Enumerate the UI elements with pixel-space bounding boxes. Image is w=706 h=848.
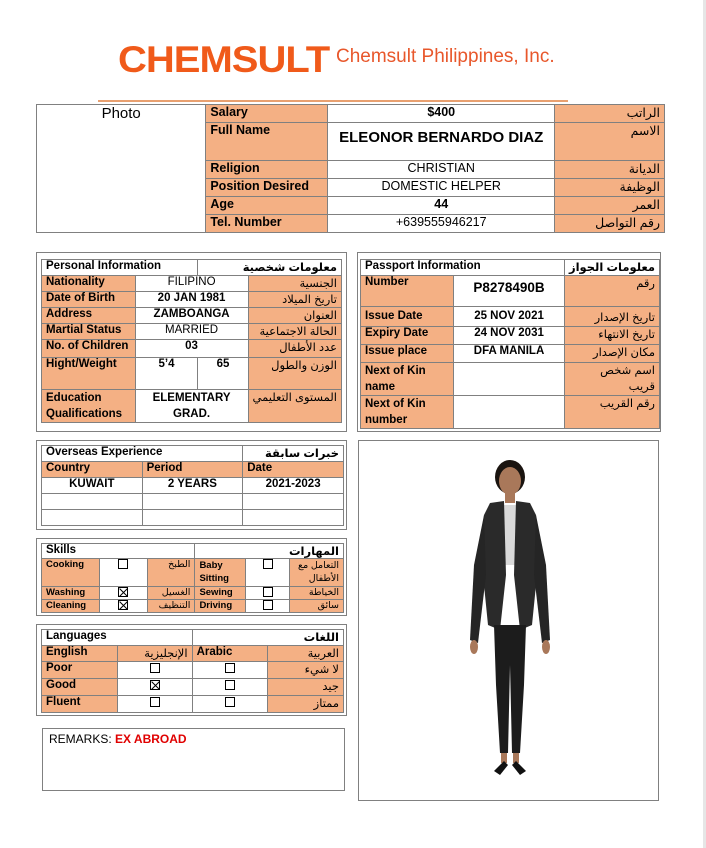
english-poor-checkbox[interactable]: [150, 663, 160, 673]
tel-label: Tel. Number: [206, 215, 328, 233]
personal-title: Personal Information: [42, 260, 198, 276]
overseas-section: [36, 440, 347, 530]
level-fluent-label: Fluent: [42, 696, 118, 713]
arabic-label: Arabic: [192, 646, 268, 662]
person-photo-image: [460, 455, 560, 785]
skills-section: [36, 538, 347, 616]
overseas-country: KUWAIT: [42, 478, 143, 494]
tel-label-ar: رقم التواصل: [555, 215, 665, 233]
skill-washing-label-ar: الغسيل: [147, 587, 195, 600]
remarks-label: REMARKS:: [49, 732, 112, 746]
skill-sewing-label-ar: الخياطة: [290, 587, 344, 600]
religion-label: Religion: [206, 161, 328, 179]
passport-info-section: [357, 252, 661, 432]
languages-title-ar: اللغات: [192, 630, 343, 646]
education-value-line2: GRAD.: [173, 408, 211, 420]
skill-babysitting-ar-line2: الأطفال: [308, 573, 339, 584]
education-label-line2: Qualifications: [46, 408, 123, 420]
full-name-label: Full Name: [206, 123, 328, 161]
english-fluent-checkbox[interactable]: [150, 697, 160, 707]
full-name-label-ar: الاسم: [555, 123, 665, 161]
height-weight-label-ar: الوزن والطول: [248, 358, 341, 390]
skill-cleaning-label-ar: التنظيف: [147, 600, 195, 613]
level-good-label-ar: جيد: [268, 679, 344, 696]
skill-cleaning-checkbox[interactable]: [118, 600, 128, 610]
language-row: [42, 679, 344, 696]
expiry-date-label-ar: تاريخ الانتهاء: [564, 327, 659, 345]
level-fluent-label-ar: ممتاز: [268, 696, 344, 713]
kin-number-label-line2: number: [365, 414, 408, 426]
skill-babysitting-label-ar: [290, 559, 344, 587]
children-label: No. of Children: [42, 340, 136, 358]
languages-table: [41, 629, 344, 713]
passport-number-label: Number: [361, 276, 454, 307]
skill-cooking-label: Cooking: [42, 559, 100, 587]
marital-value: MARRIED: [135, 324, 248, 340]
education-value: [135, 390, 248, 423]
nationality-label-ar: الجنسية: [248, 276, 341, 292]
overseas-title-ar: خبرات سابقة: [243, 446, 344, 462]
overseas-table: [41, 445, 344, 526]
children-label-ar: عدد الأطفال: [248, 340, 341, 358]
skill-driving-label-ar: سائق: [290, 600, 344, 613]
dob-label-ar: تاريخ الميلاد: [248, 292, 341, 308]
arabic-good-checkbox[interactable]: [225, 680, 235, 690]
dob-value: 20 JAN 1981: [135, 292, 248, 308]
education-label-line1: Education: [46, 392, 102, 404]
address-label-ar: العنوان: [248, 308, 341, 324]
table-row: [42, 510, 344, 526]
weight-value: 65: [198, 358, 248, 390]
kin-number-label-ar: رقم القريب: [564, 396, 659, 429]
religion-value: CHRISTIAN: [328, 161, 555, 179]
skill-row: [42, 587, 344, 600]
skills-title-ar: المهارات: [195, 544, 344, 559]
overseas-col-period: Period: [142, 462, 243, 478]
overseas-period: [142, 510, 243, 526]
passport-info-table: [360, 259, 660, 429]
skill-babysitting-ar-line1: التعامل مع: [298, 560, 339, 571]
skill-babysitting-line1: Baby: [199, 560, 223, 571]
overseas-date: [243, 510, 344, 526]
skill-driving-label: Driving: [195, 600, 246, 613]
table-row: [42, 478, 344, 494]
salary-value: $400: [328, 105, 555, 123]
overseas-country: [42, 494, 143, 510]
kin-name-label-line1: Next of Kin: [365, 365, 426, 377]
passport-number-label-ar: رقم: [564, 276, 659, 307]
passport-title-ar: معلومات الجواز: [564, 260, 659, 276]
skill-babysitting-checkbox[interactable]: [263, 559, 273, 569]
kin-number-label: [361, 396, 454, 429]
arabic-poor-checkbox[interactable]: [225, 663, 235, 673]
level-good-label: Good: [42, 679, 118, 696]
skill-sewing-checkbox[interactable]: [263, 587, 273, 597]
company-name: Chemsult Philippines, Inc.: [336, 46, 555, 67]
skill-babysitting-line2: Sitting: [199, 573, 229, 584]
skill-washing-checkbox[interactable]: [118, 587, 128, 597]
age-label-ar: العمر: [555, 197, 665, 215]
address-value: ZAMBOANGA: [135, 308, 248, 324]
overseas-period: 2 YEARS: [142, 478, 243, 494]
english-label-ar: الإنجليزية: [117, 646, 192, 662]
overseas-col-date: Date: [243, 462, 344, 478]
overseas-title: Overseas Experience: [42, 446, 243, 462]
kin-name-label-ar-line1: اسم شخص: [600, 365, 655, 377]
arabic-fluent-checkbox[interactable]: [225, 697, 235, 707]
company-logo: CHEMSULT: [118, 39, 330, 81]
remarks-value: EX ABROAD: [115, 732, 187, 746]
skill-row: [42, 559, 344, 587]
issue-date-label-ar: تاريخ الإصدار: [564, 307, 659, 327]
languages-section: [36, 624, 347, 716]
skill-cooking-label-ar: الطبخ: [147, 559, 195, 587]
skill-washing-label: Washing: [42, 587, 100, 600]
age-value: 44: [328, 197, 555, 215]
tel-value: +639555946217: [328, 215, 555, 233]
full-name-value: ELEONOR BERNARDO DIAZ: [328, 123, 555, 161]
arabic-label-ar: العربية: [268, 646, 344, 662]
address-label: Address: [42, 308, 136, 324]
issue-place-value: DFA MANILA: [454, 345, 565, 363]
overseas-period: [142, 494, 243, 510]
nationality-value: FILIPINO: [135, 276, 248, 292]
nationality-label: Nationality: [42, 276, 136, 292]
level-poor-label-ar: لا شيء: [268, 662, 344, 679]
languages-title: Languages: [42, 630, 193, 646]
kin-number-label-line1: Next of Kin: [365, 398, 426, 410]
skill-row: [42, 600, 344, 613]
position-value: DOMESTIC HELPER: [328, 179, 555, 197]
remarks-box: [42, 728, 345, 791]
header-divider: [98, 100, 568, 102]
skills-table: [41, 543, 344, 613]
kin-name-label-line2: name: [365, 381, 396, 393]
issue-place-label-ar: مكان الإصدار: [564, 345, 659, 363]
overseas-col-country: Country: [42, 462, 143, 478]
level-poor-label: Poor: [42, 662, 118, 679]
marital-label-ar: الحالة الاجتماعية: [248, 324, 341, 340]
skill-sewing-label: Sewing: [195, 587, 246, 600]
height-weight-label: Hight/Weight: [42, 358, 136, 390]
kin-name-value: [454, 363, 565, 396]
salary-label-ar: الراتب: [555, 105, 665, 123]
skill-babysitting-label: [195, 559, 246, 587]
skill-driving-checkbox[interactable]: [263, 600, 273, 610]
full-body-photo: [358, 440, 659, 801]
passport-number-value: P8278490B: [454, 276, 565, 307]
skill-cooking-checkbox[interactable]: [118, 559, 128, 569]
religion-label-ar: الديانة: [555, 161, 665, 179]
overseas-date: [243, 494, 344, 510]
english-good-checkbox[interactable]: [150, 680, 160, 690]
photo-label: Photo: [37, 105, 206, 233]
children-value: 03: [135, 340, 248, 358]
expiry-date-label: Expiry Date: [361, 327, 454, 345]
personal-info-section: [36, 252, 347, 432]
english-label: English: [42, 646, 118, 662]
issue-date-label: Issue Date: [361, 307, 454, 327]
kin-name-label-ar: [564, 363, 659, 396]
height-value: 5’4: [135, 358, 198, 390]
personal-info-table: [41, 259, 342, 423]
age-label: Age: [206, 197, 328, 215]
education-label-ar: المستوى التعليمي: [248, 390, 341, 423]
language-row: [42, 662, 344, 679]
expiry-date-value: 24 NOV 2031: [454, 327, 565, 345]
kin-name-label: [361, 363, 454, 396]
overseas-country: [42, 510, 143, 526]
kin-number-value: [454, 396, 565, 429]
personal-title-ar: معلومات شخصية: [198, 260, 342, 276]
position-label-ar: الوظيفة: [555, 179, 665, 197]
dob-label: Date of Birth: [42, 292, 136, 308]
marital-label: Martial Status: [42, 324, 136, 340]
education-label: [42, 390, 136, 423]
issue-place-label: Issue place: [361, 345, 454, 363]
position-label: Position Desired: [206, 179, 328, 197]
overseas-date: 2021-2023: [243, 478, 344, 494]
issue-date-value: 25 NOV 2021: [454, 307, 565, 327]
kin-name-label-ar-line2: قريب: [628, 381, 655, 393]
skills-title: Skills: [42, 544, 195, 559]
education-value-line1: ELEMENTARY: [152, 392, 231, 404]
passport-title: Passport Information: [361, 260, 565, 276]
language-row: [42, 696, 344, 713]
summary-table: [36, 104, 665, 233]
skill-cleaning-label: Cleaning: [42, 600, 100, 613]
salary-label: Salary: [206, 105, 328, 123]
table-row: [42, 494, 344, 510]
